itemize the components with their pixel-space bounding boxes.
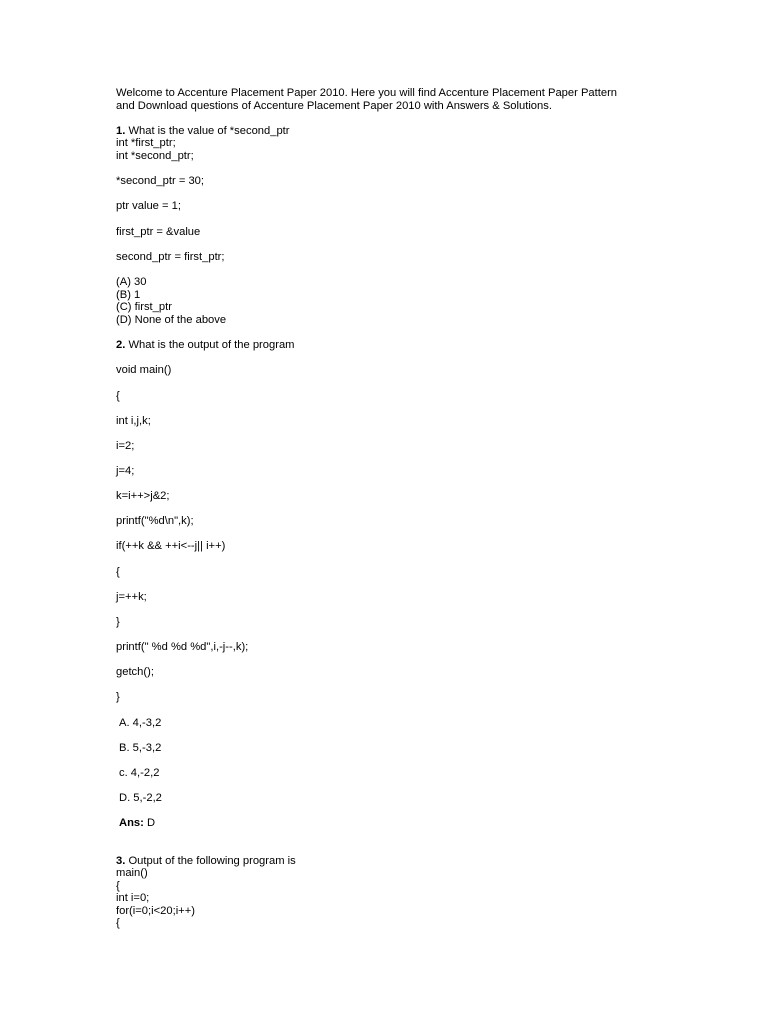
code-line: i=2; (116, 440, 135, 452)
code-line: for(i=0;i<20;i++) (116, 905, 195, 917)
question-1-text: What is the value of *second_ptr (125, 125, 290, 137)
answer-option: (B) 1 (116, 289, 141, 301)
question-1-number: 1. (116, 125, 126, 137)
answer-option: A. 4,-3,2 (119, 717, 162, 729)
code-line: int i,j,k; (116, 415, 151, 427)
code-line: { (116, 917, 120, 929)
code-line: getch(); (116, 666, 154, 678)
answer-option: (C) first_ptr (116, 301, 172, 313)
code-line: second_ptr = first_ptr; (116, 251, 225, 263)
code-line: int *first_ptr; (116, 137, 176, 149)
code-line: j=++k; (116, 591, 147, 603)
answer-option: (A) 30 (116, 276, 147, 288)
code-line: if(++k && ++i<--j|| i++) (116, 540, 226, 552)
code-line: } (116, 616, 120, 628)
question-2-number: 2. (116, 339, 126, 351)
code-line: printf("%d\n",k); (116, 515, 194, 527)
code-line: } (116, 691, 120, 703)
code-line: { (116, 880, 120, 892)
answer-option: B. 5,-3,2 (119, 742, 162, 754)
code-line: void main() (116, 364, 172, 376)
code-line: main() (116, 867, 148, 879)
intro-line-2: and Download questions of Accenture Placement Paper 2010 with Answers & Solutions. (116, 100, 552, 112)
code-line: int i=0; (116, 892, 150, 904)
code-line: { (116, 390, 120, 402)
answer-label: Ans: (119, 817, 144, 829)
code-line: printf(" %d %d %d",i,-j--,k); (116, 641, 249, 653)
code-line: ptr value = 1; (116, 200, 181, 212)
code-line: { (116, 566, 120, 578)
question-2-text: What is the output of the program (125, 339, 295, 351)
question-3-number: 3. (116, 855, 126, 867)
code-line: j=4; (116, 465, 135, 477)
intro-line-1: Welcome to Accenture Placement Paper 2010. Here you will find Accenture Placement Paper Pattern (116, 87, 618, 99)
answer-option: (D) None of the above (116, 314, 227, 326)
answer-option: D. 5,-2,2 (119, 792, 162, 804)
question-2-heading (116, 339, 295, 352)
question-3-text: Output of the following program is (125, 855, 296, 867)
answer-option: c. 4,-2,2 (119, 767, 160, 779)
answer-line (119, 817, 155, 830)
code-line: k=i++>j&2; (116, 490, 170, 502)
code-line: first_ptr = &value (116, 226, 201, 238)
code-line: int *second_ptr; (116, 150, 194, 162)
code-line: *second_ptr = 30; (116, 175, 205, 187)
answer-value: D (143, 817, 156, 829)
